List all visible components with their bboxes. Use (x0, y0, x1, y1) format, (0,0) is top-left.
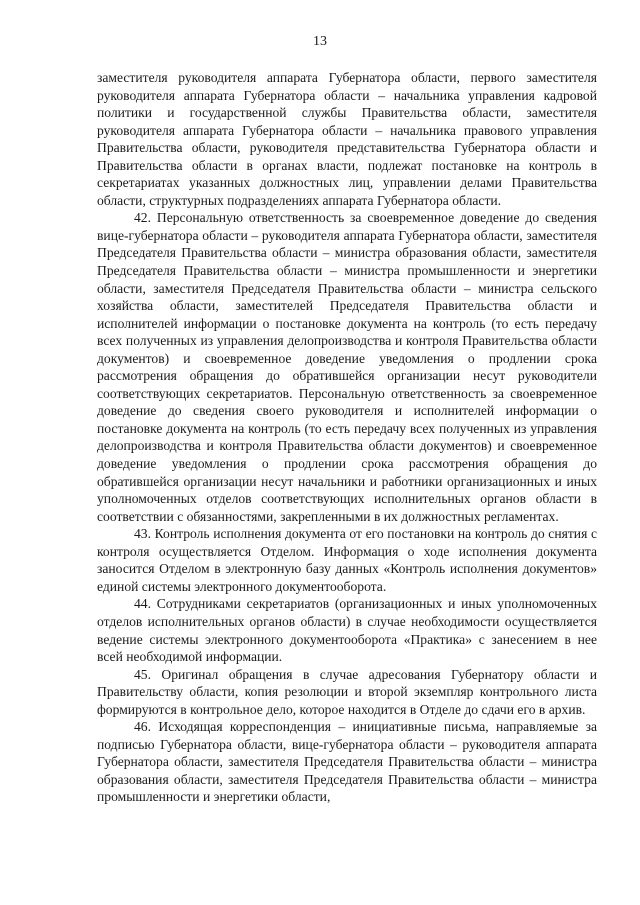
paragraph-44: 44. Сотрудниками секретариатов (организационных и иных уполномоченных отделов исполнительных органов области) в случае необходимости осуществляется ведение системы электронного документооборота «Практика» с занесением в нее всей необходимой информации. (97, 596, 597, 665)
paragraph-42: 42. Персональную ответственность за своевременное доведение до сведения вице-губернатора области – руководителя аппарата Губернатора области, заместителя Председателя Правительства области – министра образования области, заместителя Председателя Правительства области – министра промышленности и энергетики области, заместителя Председателя Правительства области – министра сельского хозяйства области, заместителей Председателя Правительства области и исполнителей информации о постановке документа на контроль (то есть передачу всех полученных из управления делопроизводства и контроля Правительства области документов) и своевременное доведение уведомления о продлении срока рассмотрения обращения до обратившейся организации несут руководители соответствующих секретариатов. Персональную ответственность за своевременное доведение до сведения своего руководителя и исполнителей информации о постановке документа на контроль (то есть передачу всех полученных из управления делопроизводства и контроля Правительства области документов) и своевременное доведение уведомления о продлении срока рассмотрения обращения до обратившейся организации несут начальники и работники организационных и иных уполномоченных отделов соответствующих исполнительных органов области в соответствии с обязанностями, закрепленными в их должностных регламентах. (97, 210, 597, 524)
page-number: 13 (313, 34, 327, 49)
paragraph-43: 43. Контроль исполнения документа от его постановки на контроль до снятия с контроля осуществляется Отделом. Информация о ходе исполнения документа заносится Отделом в электронную базу данных «Контроль исполнения документов» единой системы электронного документооборота. (97, 526, 597, 594)
document-body (97, 69, 597, 806)
paragraph-46: 46. Исходящая корреспонденция – инициативные письма, направляемые за подписью Губернатора области, вице-губернатора области – руководителя аппарата Губернатора области, заместителя Председателя Правительства области – министра образования области, заместителя Председателя Правительства области – министра промышленности и энергетики области, (97, 719, 597, 805)
paragraph-45: 45. Оригинал обращения в случае адресования Губернатору области и Правительству области, копия резолюции и второй экземпляр контрольного листа формируются в контрольное дело, которое находится в Отделе до сдачи его в архив. (97, 666, 597, 717)
paragraph-continuation: заместителя руководителя аппарата Губернатора области, первого заместителя руководителя аппарата Губернатора области – начальника управления кадровой политики и государственной службы Правительства области, заместителя руководителя аппарата Губернатора области – начальника правового управления Правительства области, руководителя представительства Губернатора области и Правительства области в органах власти, подлежат постановке на контроль в секретариатах указанных должностных лиц, управлении делами Правительства области, структурных подразделениях аппарата Губернатора области. (97, 70, 597, 208)
